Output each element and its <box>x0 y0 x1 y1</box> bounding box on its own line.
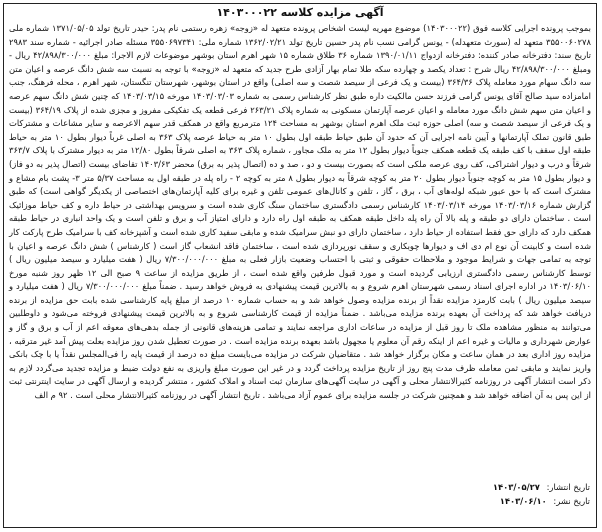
publication-dates <box>430 480 590 508</box>
publish-date-label: تاریخ انتشار: <box>546 482 590 492</box>
second-date-line <box>430 494 590 508</box>
notice-title: آگهی مزایده کلاسه ۱۴۰۳۰۰۰۲۲ <box>216 6 384 19</box>
notice-frame <box>3 3 597 528</box>
publish-date-line <box>430 480 590 494</box>
second-date-label: تاریخ نشر: <box>553 496 590 506</box>
second-date-value: ۱۴۰۳/۰۶/۱۰ <box>499 496 547 506</box>
notice-body: بموجب پرونده اجرایی کلاسه فوق (۱۴۰۳۰۰۰۲۲) موضوع مهریه لیست اشخاص پرونده متعهد له «زوجه» زهره رستمی نام پدر: حیدر تاریخ تولد ۱۳۷۱/۰۵/۰۵ شماره ملی ۳۵۵۰۰۶۰۲۷۸ متعهد له (سورث متعهدله) - یونس گرامی نسب نام پدر حسین تاریخ تولد ۱۳۶۲/۰۲/۲۱ شماره ملی: ۳۵۵۰۶۹۷۳۴۱ مسئله صادر اجرائیه - شماره سند ۲۹۸۳ تاریخ سند: دفترخانه صادر کننده: دفترخانه ازدواج ۱۳۹۰/۰۱/۱۱ شماره ۳۶ طلاق شماره ۱۵ شهر اهرم استان بوشهر موضوعات لازم الاجرا: مبلغ ۴۲/۸۹۸/۳۰۰/۰۰۰ ریال - ومبلغ ۴۲/۸۹۸/۳۰۰/۰۰۰ ریال شرح : تعداد یکصد و چهارده سکه طلا تمام بهار آزادی طرح جدید که متعهد له «زوجه» با توجه به نسبت سه شش دانگ عرصه و اعیان متن سه دانگ سهام مورد معامله پلاک ۳۶۴/۳۶ (بیست و یک فرعی از سیصد شصت و سه اصلی) واقع در استان بوشهر، شهرستان تنگستان، شهر اهرم ، محله فرهنگ، جنب امامزاده سید صالح آقای یونس گرامی فرزند حسن مالکیت داره طبق نظر کارشناس رسمی به شماره ۱۴۰۳/۰۳/۰۳ مورخه ۱۴۰۳/۰۳/۱۵ که چنین شش دانگ سهم عرصه و اعیان متن سهم شش دانگ مورد معامله و اعیان عرصه آپارتمان مسکونی به شماره پلاک ۲۶۳/۲۱ فرعی قطعه یک تفکیکی مفروز و مجزی شده از پلاک ۳۶۴/۱۹ (بیست و یک فرعی از سیصد شصت و سه) اصلی حوزه ثبت ملک اهرم استان بوشهر به مساحت ۱۲۴ مترمربع واقع در همکف قدر سهم الاعرصه و سایر مشاعات و مشترکات طبق قانون تملک آپارتمانها و آیین نامه اجرایی آن که حدود آن طبق حیاط طبقه اول بطول ۱۰ متر به حیاط عرصه پلاک ۳۶۳ به اصلی غرباً دیوار بطول ۱۰ متر به حیاط طبقه اول سقف با کف طبقه یک قطعه همکف جنوباً دیوار بطول ۱۲ متر به ملک مجاور ، شماره پلاک ۳۶۳ به اصلی شرقاً بطول ۱۲/۸۰ متر به دیوار مشترک با پلاک ۳۶۳/۷ شرقاً و درب و دیوار اشتراکی، کف روی عرصه ملکی است که بصورت بیست و دو ، صد و ده (اتصال پذیر به برق) محضر ۱۴۰۳/۶۳ تقاضای بیست (اتصال پذیر به دو فاز) و دیوار بطول ۱۵ متر به کوچه جنوباً دیوار بطول ۲۰ متر به کوچه شرقاً به دیوار بطول ۸ متر به کوچه ۲ - راه پله در طبقه اول به مساحت ۵/۳۷ متر ۳- پشت بام مشاع و مشترک است که با حق عبور شبکه لوله‌های آب ، برق ، گاز ، تلفن و کانال‌های عمومی تلفن و غیره برای کلیه آپارتمان‌های اختصاصی از یکدیگر گواهی است) که طبق گزارش شماره ۱۴۰۳/۰۳/۱۶ مورخه ۱۴۰۳/۰۳/۱۴ کارشناس رسمی دادگستری ساختمان سنگ کاری شده است و سرویس بهداشتی در حیاط داره و کف حیاط موزائیک است . ساختمان دارای دو طبقه و پله بالا آن راه پله داخل طبقه همکف به طبقه اول راه دارد و دارای امتیاز آب و برق و تلفن است و یک واحد انباری در حیاط طبقه همکف دارد که دارای حق فقط استفاده از حیاط دارد ، ساختمان دارای دو نبش سرامیک شده و مابقی سفید کاری شده است و آشپزخانه کف با سرامیک طرح پارکت کار شده است و کابینت آن نوع ام دی اف و دیوارها چوبکاری و سقف نورپردازی شده است ، ساختمان فاقد انشعاب گاز است ( کارشناس ) شش دانگ عرصه و اعیان با توجه به تمامی جهات و شرایط موجود و ملاحظات حقوقی و ثبتی با احتساب وضعیت بازار فعلی به مبلغ ۷/۳۰۰/۰۰۰/۰۰۰ ریال ( هفت میلیارد و سیصد میلیون ریال ) توسط کارشناس رسمی دادگستری ارزیابی گردیده است و مورد قبول طرفین واقع شده است ، از طریق مزایده از ساعت ۹ صبح الی ۱۲ ظهر روز شنبه مورخ ۱۴۰۳/۰۶/۱۰ در اداره اجرای اسناد رسمی شهرستان اهرم شروع و به بالاترین قیمت پیشنهادی به فروش خواهد رسید . ضمناً مبلغ ۷/۳۰۰/۰۰۰/۰۰۰ ریال ( هفت میلیارد و سیصد میلیون ریال ) بابت کارمزد مزایده نقداً از برنده مزایده وصول خواهد شد و به حساب شماره ۱۰ درصد از مبلغ پایه کارشناسی شده بابت حق مزایده از برنده دریافت خواهد شد که پرداخت آن بعهده برنده مزایده می‌باشد . ضمناً مزایده از قیمت کارشناسی شروع و به بالاترین قیمت پیشنهادی فروخته می‌شود و داوطلبین می‌توانند به منظور مشاهده ملک تا روز قبل از مزایده در ساعات اداری مراجعه نمایند و تمامی هزینه‌های قانونی از جمله بدهی‌های معوقه اعم از آب و برق و گاز و عوارض شهرداری و مالیات و غیره اعم از اینکه رقم آن معلوم یا مجهول باشد بعهده برنده مزایده است . در صورت تعطیل شدن روز مزایده بعلت پیش آمد غیر مترقبه ، مزایده روز اداری بعد در همان ساعت و مکان برگزار خواهد شد . متقاضیان شرکت در مزایده می‌بایست مبلغ ده درصد از قیمت پایه را فی‌المجلس نقداً یا با چک بانکی واریز نمایند و مابقی ثمن معامله ظرف مدت پنج روز از تاریخ مزایده پرداخت گردد و در غیر این صورت مبلغ واریزی به نفع دولت ضبط و مزایده تجدید می‌گردد لازم به ذکر است انتشار آگهی در روزنامه کثیرالانتشار محلی و آگهی در سایت آگهی‌های سازمان ثبت اسناد و املاک کشور ، منتشر گردیده و ارسال آگهی در سایت اینترنتی ثبت از این پس به آن اضافه خواهد شد و همچنین شرکت در جلسه مزایده برای عموم آزاد می‌باشد . تاریخ انتشار آگهی در روزنامه کثیرالانتشار محلی است . ۹۲ م الف <box>9 23 592 401</box>
publish-date-value: ۱۴۰۳/۰۵/۲۷ <box>492 482 540 492</box>
